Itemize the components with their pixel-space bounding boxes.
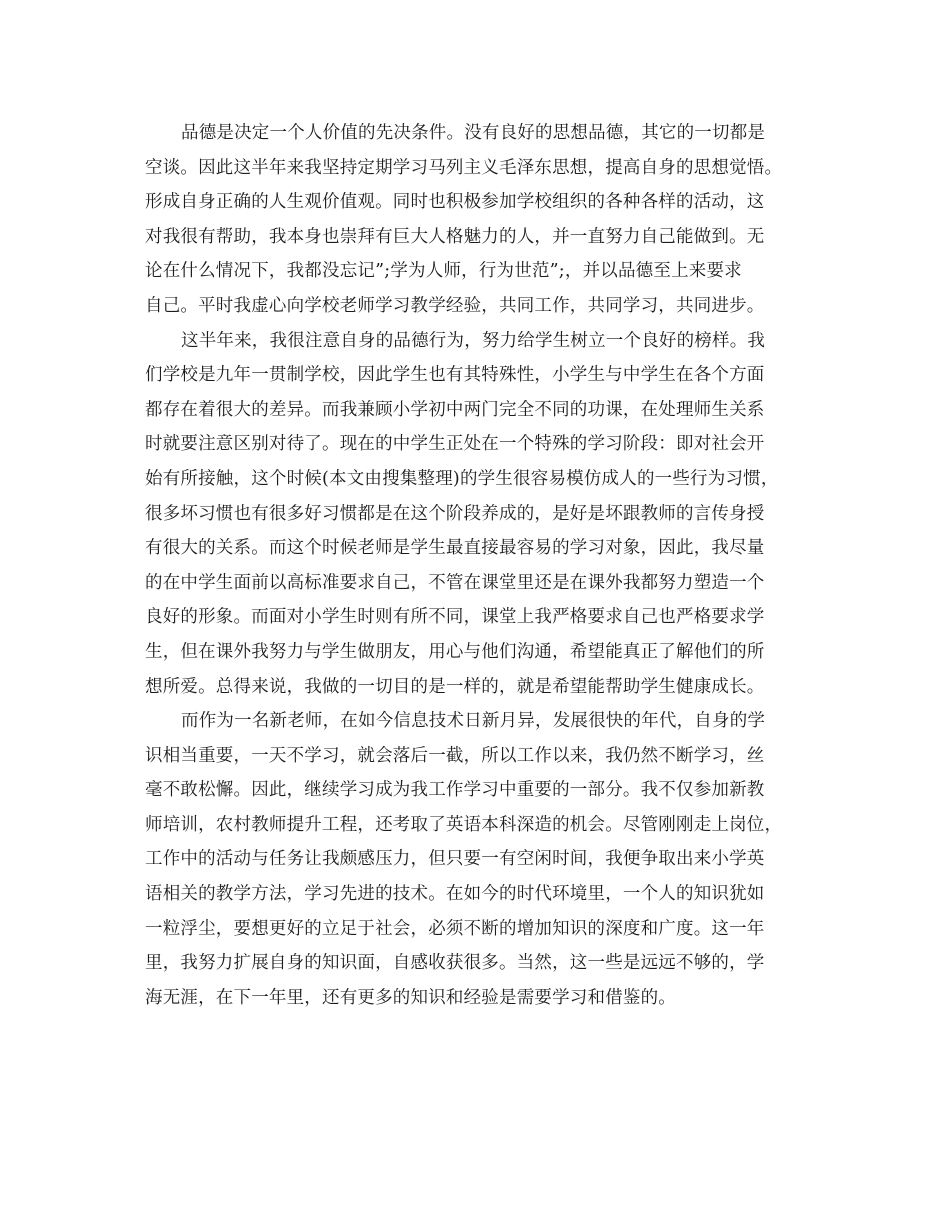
text-line: 师培训，农村教师提升工程，还考取了英语本科深造的机会。尽管刚刚走上岗位， xyxy=(145,814,783,835)
text-line: 的在中学生面前以高标准要求自己，不管在课堂里还是在课外我都努力塑造一个 xyxy=(145,572,765,593)
text-line: 时就要注意区别对待了。现在的中学生正处在一个特殊的学习阶段：即对社会开 xyxy=(145,434,765,455)
text-line: 很多坏习惯也有很多好习惯都是在这个阶段养成的，是好是坏跟教师的言传身授 xyxy=(145,503,765,524)
text-line: 品德是决定一个人价值的先决条件。没有良好的思想品德，其它的一切都是 xyxy=(181,123,766,143)
text-line: 这半年来，我很注意自身的品德行为，努力给学生树立一个良好的榜样。我 xyxy=(181,330,766,351)
text-line: 语相关的教学方法，学习先进的技术。在如今的时代环境里，一个人的知识犹如 xyxy=(145,884,765,905)
text-line: 生，但在课外我努力与学生做朋友，用心与他们沟通，希望能真正了解他们的所 xyxy=(145,641,765,662)
text-line: 们学校是九年一贯制学校，因此学生也有其特殊性，小学生与中学生在各个方面 xyxy=(145,365,765,386)
paragraph-3 xyxy=(145,704,825,1015)
paragraph-2 xyxy=(145,324,825,705)
paragraph-1 xyxy=(145,116,825,324)
text-line: 毫不敢松懈。因此，继续学习成为我工作学习中重要的一部分。我不仅参加新教 xyxy=(145,780,765,801)
text-line: 有很大的关系。而这个时候老师是学生最直接最容易的学习对象，因此，我尽量 xyxy=(145,538,765,559)
text-line: 空谈。因此这半年来我坚持定期学习马列主义毛泽东思想，提高自身的思想觉悟。 xyxy=(145,157,783,178)
text-line: 识相当重要，一天不学习，就会落后一截，所以工作以来，我仍然不断学习，丝 xyxy=(145,745,765,766)
text-line: 而作为一名新老师，在如今信息技术日新月异，发展很快的年代，自身的学 xyxy=(181,711,766,732)
text-line: 里，我努力扩展自身的知识面，自感收获很多。当然，这一些是远远不够的，学 xyxy=(145,953,765,974)
text-line: 想所爱。总得来说，我做的一切目的是一样的，就是希望能帮助学生健康成长。 xyxy=(145,676,765,697)
text-line: 论在什么情况下，我都没忘记”;学为人师，行为世范”;，并以品德至上来要求 xyxy=(145,261,742,282)
text-line: 良好的形象。而面对小学生时则有所不同，课堂上我严格要求自己也严格要求学 xyxy=(145,607,765,628)
text-line: 自己。平时我虚心向学校老师学习教学经验，共同工作，共同学习，共同进步。 xyxy=(145,295,765,316)
text-line: 海无涯，在下一年里，还有更多的知识和经验是需要学习和借鉴的。 xyxy=(145,987,676,1008)
document-body xyxy=(145,116,825,1015)
text-line: 形成自身正确的人生观价值观。同时也积极参加学校组织的各种各样的活动，这 xyxy=(145,192,765,213)
text-line: 始有所接触，这个时候(本文由搜集整理)的学生很容易模仿成人的一些行为习惯， xyxy=(145,468,779,489)
text-line: 一粒浮尘，要想更好的立足于社会，必须不断的增加知识的深度和广度。这一年 xyxy=(145,918,765,939)
text-line: 对我很有帮助，我本身也崇拜有巨大人格魅力的人，并一直努力自己能做到。无 xyxy=(145,226,765,247)
text-line: 都存在着很大的差异。而我兼顾小学初中两门完全不同的功课，在处理师生关系 xyxy=(145,399,765,420)
text-line: 工作中的活动与任务让我颇感压力，但只要一有空闲时间，我便争取出来小学英 xyxy=(145,849,765,870)
